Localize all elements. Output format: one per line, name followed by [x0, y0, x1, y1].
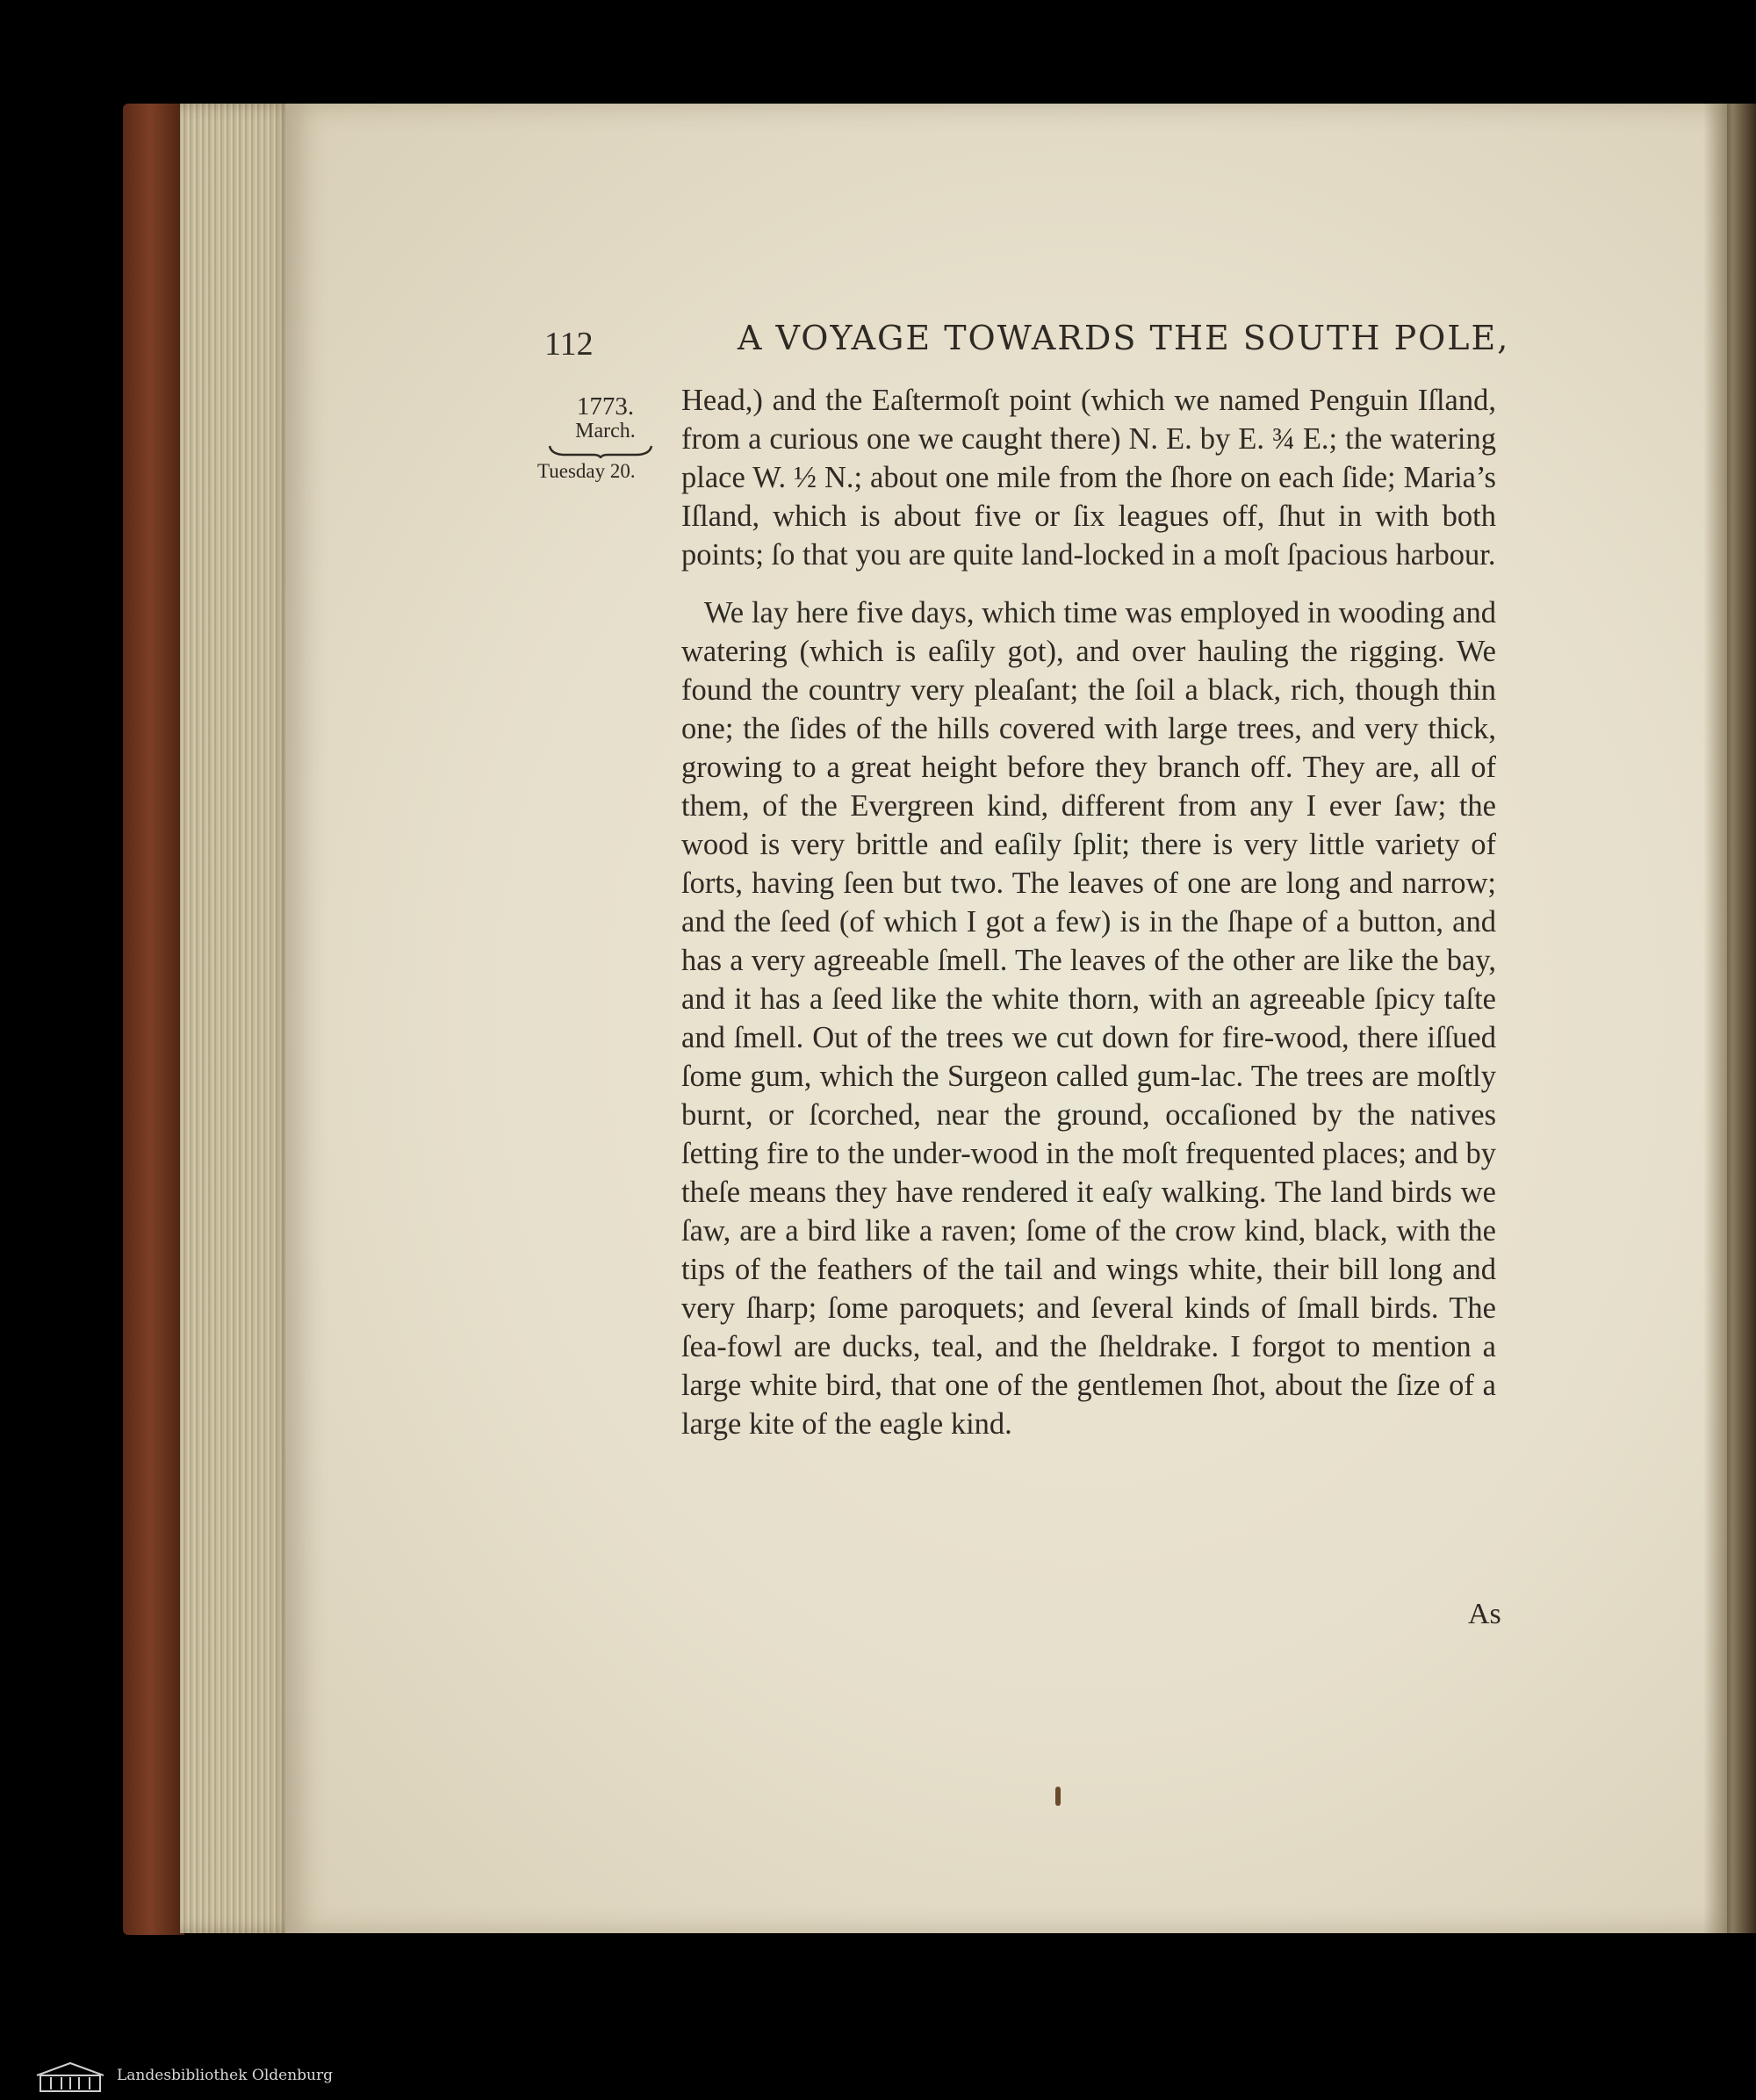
- ink-stain: [1055, 1787, 1061, 1806]
- margin-year: 1773.: [576, 392, 635, 421]
- catchword: As: [1468, 1598, 1501, 1630]
- margin-month: March.: [575, 420, 636, 442]
- margin-note: [537, 393, 656, 483]
- brace-icon: [548, 444, 653, 458]
- footer-library-label[interactable]: Landesbibliothek Oldenburg: [117, 2067, 334, 2084]
- binding-gutter: [1703, 104, 1756, 1933]
- library-building-icon: [33, 2060, 107, 2095]
- page-number: 112: [544, 326, 594, 363]
- running-head-title: A VOYAGE TOWARDS THE SOUTH POLE,: [738, 319, 1510, 357]
- book-cover-edge: [123, 104, 184, 1935]
- body-text: [681, 381, 1496, 1443]
- paragraph-2: We lay here five days, which time was employed in wooding and watering (which is eaſily got), and over hauling the rigging. We found the country very pleaſant; the ſoil a black, rich, though thin one; the ſides of the hills covered with large trees, and very thick, growing to a great height before they branch off. They are, all of them, of the Evergreen kind, different from any I ever ſaw; the wood is very brittle and eaſily ſplit; there is very little variety of ſorts, having ſeen but two. The leaves of one are long and narrow; and the ſeed (of which I got a few) is in the ſhape of a button, and has a very agreeable ſmell. The leaves of the other are like the bay, and it has a ſeed like the white thorn, with an agreeable ſpicy taſte and ſmell. Out of the trees we cut down for fire-wood, there iſſued ſome gum, which the Surgeon called gum-lac. The trees are moſtly burnt, or ſcorched, near the ground, occaſioned by the natives ſetting fire to the under-wood in the moſt frequented places; and by theſe means they have rendered it eaſy walking. The land birds we ſaw, are a bird like a raven; ſome of the crow kind, black, with the tips of the feathers of the tail and wings white, their bill long and very ſharp; ſome paroquets; and ſeveral kinds of ſmall birds. The ſea-fowl are ducks, teal, and the ſheldrake. I forgot to mention a large white bird, that one of the gentlemen ſhot, about the ſize of a large kite of the eagle kind.: [681, 596, 1496, 1441]
- page-stack-edges: [180, 104, 294, 1933]
- margin-day: Tuesday 20.: [537, 460, 636, 482]
- paragraph-1: Head,) and the Eaſtermoſt point (which we named Penguin Iſland, from a curious one we caught there) N. E. by E. ¾ E.; the watering place W. ½ N.; about one mile from the ſhore on each ſide; Maria’s Iſland, which is about five or ſix leagues off, ſhut in with both points; ſo that you are quite land-locked in a moſt ſpacious harbour.: [681, 384, 1496, 572]
